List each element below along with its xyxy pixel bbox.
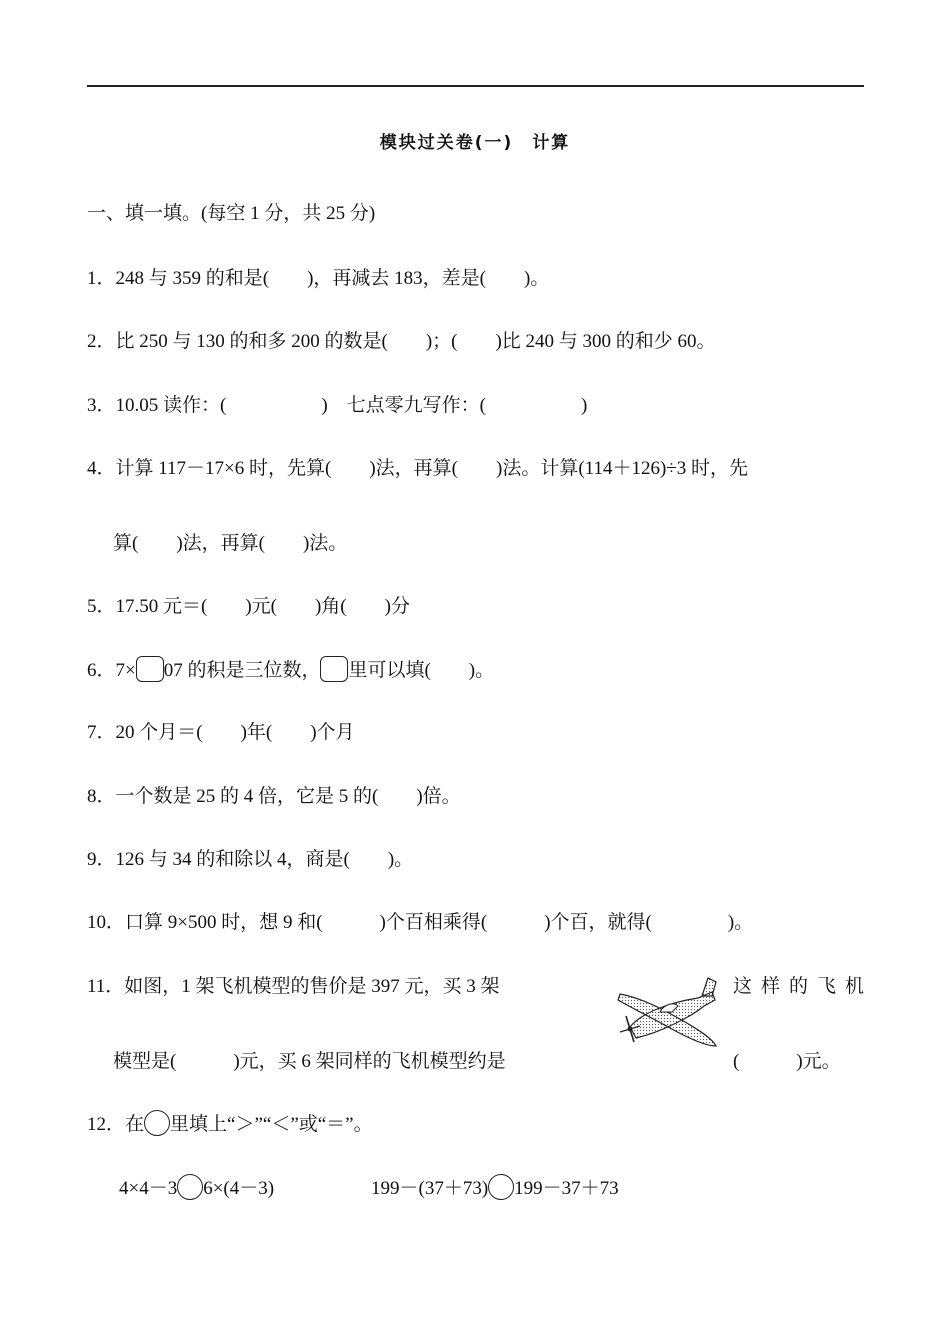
top-rule (87, 85, 864, 87)
expr-1-right: 6×(4－3) (203, 1178, 275, 1199)
comparison-1 (119, 1174, 274, 1203)
comparison-2 (371, 1174, 619, 1203)
question-4-line-1: 4．计算 117－17×6 时，先算( )法，再算( )法。计算(114＋126)÷3 时，先 (87, 458, 748, 479)
q6-part-1: 6．7× (87, 660, 136, 681)
question-4-line-2: 算( )法，再算( )法。 (113, 533, 348, 554)
blank-square-box (320, 656, 348, 682)
expr-2-left: 199－(37＋73) (371, 1178, 489, 1199)
question-9: 9．126 与 34 的和除以 4，商是( )。 (87, 849, 414, 870)
expr-2-right: 199－37＋73 (514, 1178, 619, 1199)
question-11-line-2a: 模型是( )元，买 6 架同样的飞机模型约是 (113, 1051, 506, 1072)
section-heading: 一、填一填。(每空 1 分，共 25 分) (87, 203, 376, 224)
q6-part-3: 里可以填( )。 (348, 660, 495, 681)
question-3: 3．10.05 读作：( ) 七点零九写作：( ) (87, 395, 588, 416)
blank-circle (144, 1110, 170, 1136)
question-11-line-1b: 这样的飞机 (733, 976, 874, 997)
question-7: 7．20 个月＝( )年( )个月 (87, 722, 355, 743)
expr-1-left: 4×4－3 (119, 1178, 178, 1199)
question-12 (87, 1110, 373, 1139)
question-6 (87, 656, 494, 685)
blank-circle (177, 1174, 203, 1200)
question-11-line-1a: 11．如图，1 架飞机模型的售价是 397 元，买 3 架 (87, 976, 500, 997)
question-5: 5．17.50 元＝( )元( )角( )分 (87, 596, 410, 617)
blank-square-box (136, 656, 164, 682)
question-8: 8．一个数是 25 的 4 倍，它是 5 的( )倍。 (87, 786, 461, 807)
q12-line-1a: 12．在 (87, 1114, 145, 1135)
q6-part-2: 07 的积是三位数， (163, 660, 321, 681)
page-title: 模块过关卷(一) 计算 (379, 133, 571, 153)
airplane-model-icon (612, 972, 722, 1056)
question-2: 2．比 250 与 130 的和多 200 的数是( )；( )比 240 与 300 的和少 60。 (87, 331, 716, 352)
q12-line-1b: 里填上“＞”“＜”或“＝”。 (170, 1114, 373, 1135)
blank-circle (488, 1174, 514, 1200)
question-11-line-2b: ( )元。 (733, 1051, 841, 1072)
question-1: 1．248 与 359 的和是( )，再减去 183，差是( )。 (87, 268, 550, 289)
question-10: 10．口算 9×500 时，想 9 和( )个百相乘得( )个百，就得( )。 (87, 912, 754, 933)
